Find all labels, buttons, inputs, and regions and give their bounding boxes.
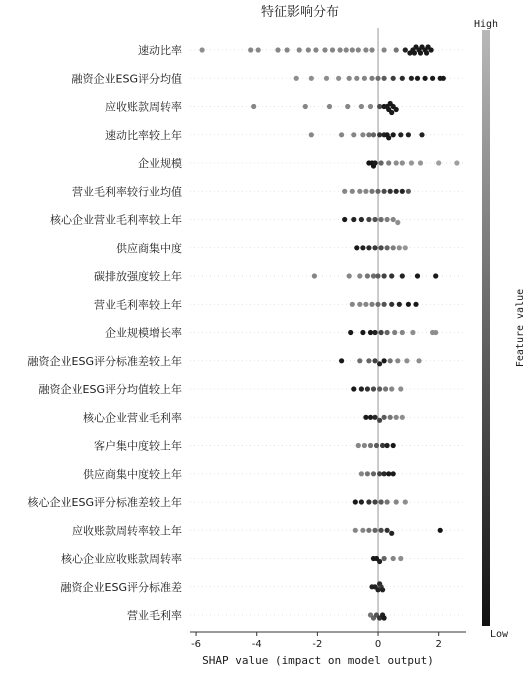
shap-point [400, 273, 405, 278]
shap-point [357, 358, 362, 363]
shap-point [372, 499, 377, 504]
shap-point [322, 47, 327, 52]
shap-point [382, 471, 387, 476]
shap-point [360, 330, 365, 335]
shap-point [350, 189, 355, 194]
shap-point [388, 415, 393, 420]
shap-point [365, 471, 370, 476]
x-tick-label: -2 [312, 639, 323, 650]
shap-point [363, 302, 368, 307]
shap-point [345, 104, 350, 109]
shap-point [412, 50, 417, 55]
shap-point [386, 135, 391, 140]
shap-point [398, 132, 403, 137]
shap-point [357, 273, 362, 278]
shap-point [368, 104, 373, 109]
shap-point [386, 471, 391, 476]
shap-point [377, 132, 382, 137]
shap-point [306, 47, 311, 52]
x-tick-label: 2 [435, 639, 442, 650]
shap-point [356, 443, 361, 448]
feature-label: 营业毛利率较上年 [94, 298, 182, 312]
shap-point [385, 443, 390, 448]
shap-point [385, 217, 390, 222]
shap-point [391, 556, 396, 561]
shap-point [441, 76, 446, 81]
feature-label: 核心企业ESG评分标准差较上年 [27, 496, 182, 509]
shap-point [385, 528, 390, 533]
x-tick-label: -6 [191, 639, 202, 650]
shap-point [382, 47, 387, 52]
shap-point [356, 47, 361, 52]
shap-point [379, 330, 384, 335]
shap-point [389, 386, 394, 391]
shap-point [359, 499, 364, 504]
shap-point [404, 358, 409, 363]
shap-point [313, 47, 318, 52]
shap-point [403, 245, 408, 250]
shap-point [359, 471, 364, 476]
feature-labels [28, 43, 182, 622]
shap-point [392, 330, 397, 335]
shap-point [380, 587, 385, 592]
shap-point [391, 443, 396, 448]
feature-label: 速动比率 [138, 44, 182, 57]
feature-label: 供应商集中度 [116, 241, 182, 255]
shap-point [406, 132, 411, 137]
shap-point [403, 47, 408, 52]
shap-point [377, 104, 382, 109]
feature-label: 供应商集中度较上年 [83, 467, 182, 481]
shap-point [353, 499, 358, 504]
shap-point [397, 245, 402, 250]
shap-point [377, 386, 382, 391]
shap-point [391, 245, 396, 250]
shap-point [438, 528, 443, 533]
shap-point [388, 358, 393, 363]
shap-point [409, 76, 414, 81]
shap-point [413, 302, 418, 307]
shap-point [394, 499, 399, 504]
x-axis-label: SHAP value (impact on model output) [202, 654, 434, 667]
shap-point [372, 528, 377, 533]
shap-point [248, 47, 253, 52]
shap-point [400, 330, 405, 335]
shap-point [410, 330, 415, 335]
colorbar-high-label: High [473, 19, 499, 30]
shap-point [347, 76, 352, 81]
feature-label: 应收账款周转率 [105, 100, 182, 114]
shap-point [375, 273, 380, 278]
shap-point [354, 245, 359, 250]
shap-point [423, 76, 428, 81]
feature-label: 速动比率较上年 [105, 128, 182, 142]
shap-point [436, 160, 441, 165]
shap-point [350, 47, 355, 52]
shap-point [351, 217, 356, 222]
shap-point [371, 386, 376, 391]
shap-point [353, 528, 358, 533]
shap-point [354, 76, 359, 81]
shap-point [418, 50, 423, 55]
shap-point [415, 273, 420, 278]
shap-point [368, 330, 373, 335]
shap-point [409, 160, 414, 165]
shap-point [403, 499, 408, 504]
shap-point [360, 132, 365, 137]
shap-point [375, 76, 380, 81]
shap-point [338, 47, 343, 52]
shap-point [374, 443, 379, 448]
shap-point [377, 471, 382, 476]
shap-point [398, 386, 403, 391]
shap-point [368, 415, 373, 420]
shap-point [394, 160, 399, 165]
shap-point [371, 471, 376, 476]
shap-point [372, 330, 377, 335]
shap-point [398, 556, 403, 561]
shap-point [385, 499, 390, 504]
shap-point [377, 361, 382, 366]
shap-point [371, 273, 376, 278]
shap-point [251, 104, 256, 109]
shap-point [382, 615, 387, 620]
shap-point [369, 189, 374, 194]
colorbar-low-label: Low [489, 629, 509, 640]
shap-point [309, 132, 314, 137]
shap-point [285, 47, 290, 52]
shap-point [344, 47, 349, 52]
x-tick-label: 0 [374, 639, 382, 650]
shap-point [372, 160, 377, 165]
shap-point [382, 556, 387, 561]
feature-label: 融资企业ESG评分标准差 [60, 580, 182, 594]
shap-point [330, 47, 335, 52]
shap-point [382, 189, 387, 194]
shap-point [400, 415, 405, 420]
shap-point [419, 132, 424, 137]
feature-label: 碳排放强度较上年 [94, 270, 182, 283]
shap-point [366, 358, 371, 363]
shap-point [400, 76, 405, 81]
shap-point [382, 273, 387, 278]
shap-point [382, 302, 387, 307]
shap-point [324, 76, 329, 81]
shap-point [416, 358, 421, 363]
colorbar-axis-label: Feature value [515, 288, 526, 368]
shap-point [363, 47, 368, 52]
shap-point [379, 217, 384, 222]
shap-point [360, 245, 365, 250]
shap-point [430, 76, 435, 81]
shap-point [351, 132, 356, 137]
shap-point [433, 273, 438, 278]
shap-point [366, 217, 371, 222]
shap-point [351, 386, 356, 391]
shap-point [385, 245, 390, 250]
shap-point [379, 528, 384, 533]
shap-point [397, 302, 402, 307]
feature-label: 核心企业应收账款周转率 [61, 552, 182, 566]
shap-point [400, 189, 405, 194]
shap-point [312, 273, 317, 278]
shap-point [339, 358, 344, 363]
shap-point [372, 415, 377, 420]
shap-point [366, 499, 371, 504]
shap-point [363, 189, 368, 194]
shap-point [389, 531, 394, 536]
shap-point [380, 443, 385, 448]
shap-point [375, 302, 380, 307]
shap-point [350, 302, 355, 307]
shap-point [368, 443, 373, 448]
shap-point [389, 110, 394, 115]
shap-point [394, 107, 399, 112]
shap-point [394, 189, 399, 194]
shap-point [365, 386, 370, 391]
shap-point [359, 217, 364, 222]
shap-point [433, 330, 438, 335]
shap-point [382, 358, 387, 363]
shap-point [372, 217, 377, 222]
shap-point [357, 189, 362, 194]
shap-point [359, 386, 364, 391]
feature-label: 企业规模 [138, 157, 182, 170]
shap-point [327, 104, 332, 109]
feature-label: 营业毛利率 [127, 609, 182, 622]
shap-point [256, 47, 261, 52]
shap-point [377, 559, 382, 564]
shap-point [395, 358, 400, 363]
shap-point [454, 160, 459, 165]
grid-layer [190, 50, 466, 615]
shap-point [362, 76, 367, 81]
shap-point [347, 273, 352, 278]
shap-point [369, 76, 374, 81]
x-tick-label: -4 [251, 639, 262, 650]
shap-point [382, 76, 387, 81]
shap-point [342, 217, 347, 222]
shap-point [406, 302, 411, 307]
shap-point [359, 104, 364, 109]
feature-label: 营业毛利率较行业均值 [72, 185, 182, 199]
shap-point [406, 189, 411, 194]
shap-point [391, 217, 396, 222]
feature-label: 核心企业营业毛利率 [83, 411, 182, 425]
shap-point [391, 471, 396, 476]
shap-point [348, 330, 353, 335]
shap-point [383, 386, 388, 391]
shap-point [391, 76, 396, 81]
feature-label: 应收账款周转率较上年 [72, 524, 182, 538]
shap-point [415, 76, 420, 81]
feature-label: 融资企业ESG评分均值较上年 [38, 383, 182, 396]
shap-point [371, 132, 376, 137]
shap-point [297, 47, 302, 52]
shap-point [395, 220, 400, 225]
shap-point [369, 302, 374, 307]
shap-point [372, 358, 377, 363]
shap-point [386, 160, 391, 165]
shap-point [366, 528, 371, 533]
shap-point [336, 76, 341, 81]
shap-point [382, 415, 387, 420]
shap-point [385, 330, 390, 335]
shap-point [400, 160, 405, 165]
x-axis [190, 632, 466, 650]
chart-title: 特征影响分布 [260, 5, 340, 20]
shap-point [363, 415, 368, 420]
shap-point [339, 132, 344, 137]
shap-point [200, 47, 205, 52]
shap-point [424, 50, 429, 55]
shap-point [342, 189, 347, 194]
shap-point [275, 47, 280, 52]
shap-point [418, 160, 423, 165]
feature-label: 核心企业营业毛利率较上年 [50, 213, 182, 227]
shap-point [394, 415, 399, 420]
colorbar [482, 30, 490, 626]
shap-point [394, 47, 399, 52]
shap-point [379, 160, 384, 165]
shap-point [375, 189, 380, 194]
shap-point [429, 47, 434, 52]
shap-point [377, 418, 382, 423]
shap-point [362, 443, 367, 448]
shap-point [365, 273, 370, 278]
shap-point [366, 245, 371, 250]
feature-label: 客户集中度较上年 [94, 439, 182, 453]
shap-point [388, 189, 393, 194]
shap-point [366, 132, 371, 137]
shap-point [379, 245, 384, 250]
shap-point [389, 302, 394, 307]
shap-point [379, 499, 384, 504]
shap-point [357, 302, 362, 307]
shap-point [372, 245, 377, 250]
shap-point [360, 528, 365, 533]
shap-point [391, 132, 396, 137]
feature-label: 融资企业ESG评分均值 [71, 72, 182, 86]
shap-point [389, 273, 394, 278]
shap-point [294, 76, 299, 81]
shap-point [309, 76, 314, 81]
feature-label: 融资企业ESG评分标准差较上年 [27, 354, 182, 368]
feature-label: 企业规模增长率 [105, 326, 182, 340]
shap-point [369, 47, 374, 52]
shap-point [303, 104, 308, 109]
